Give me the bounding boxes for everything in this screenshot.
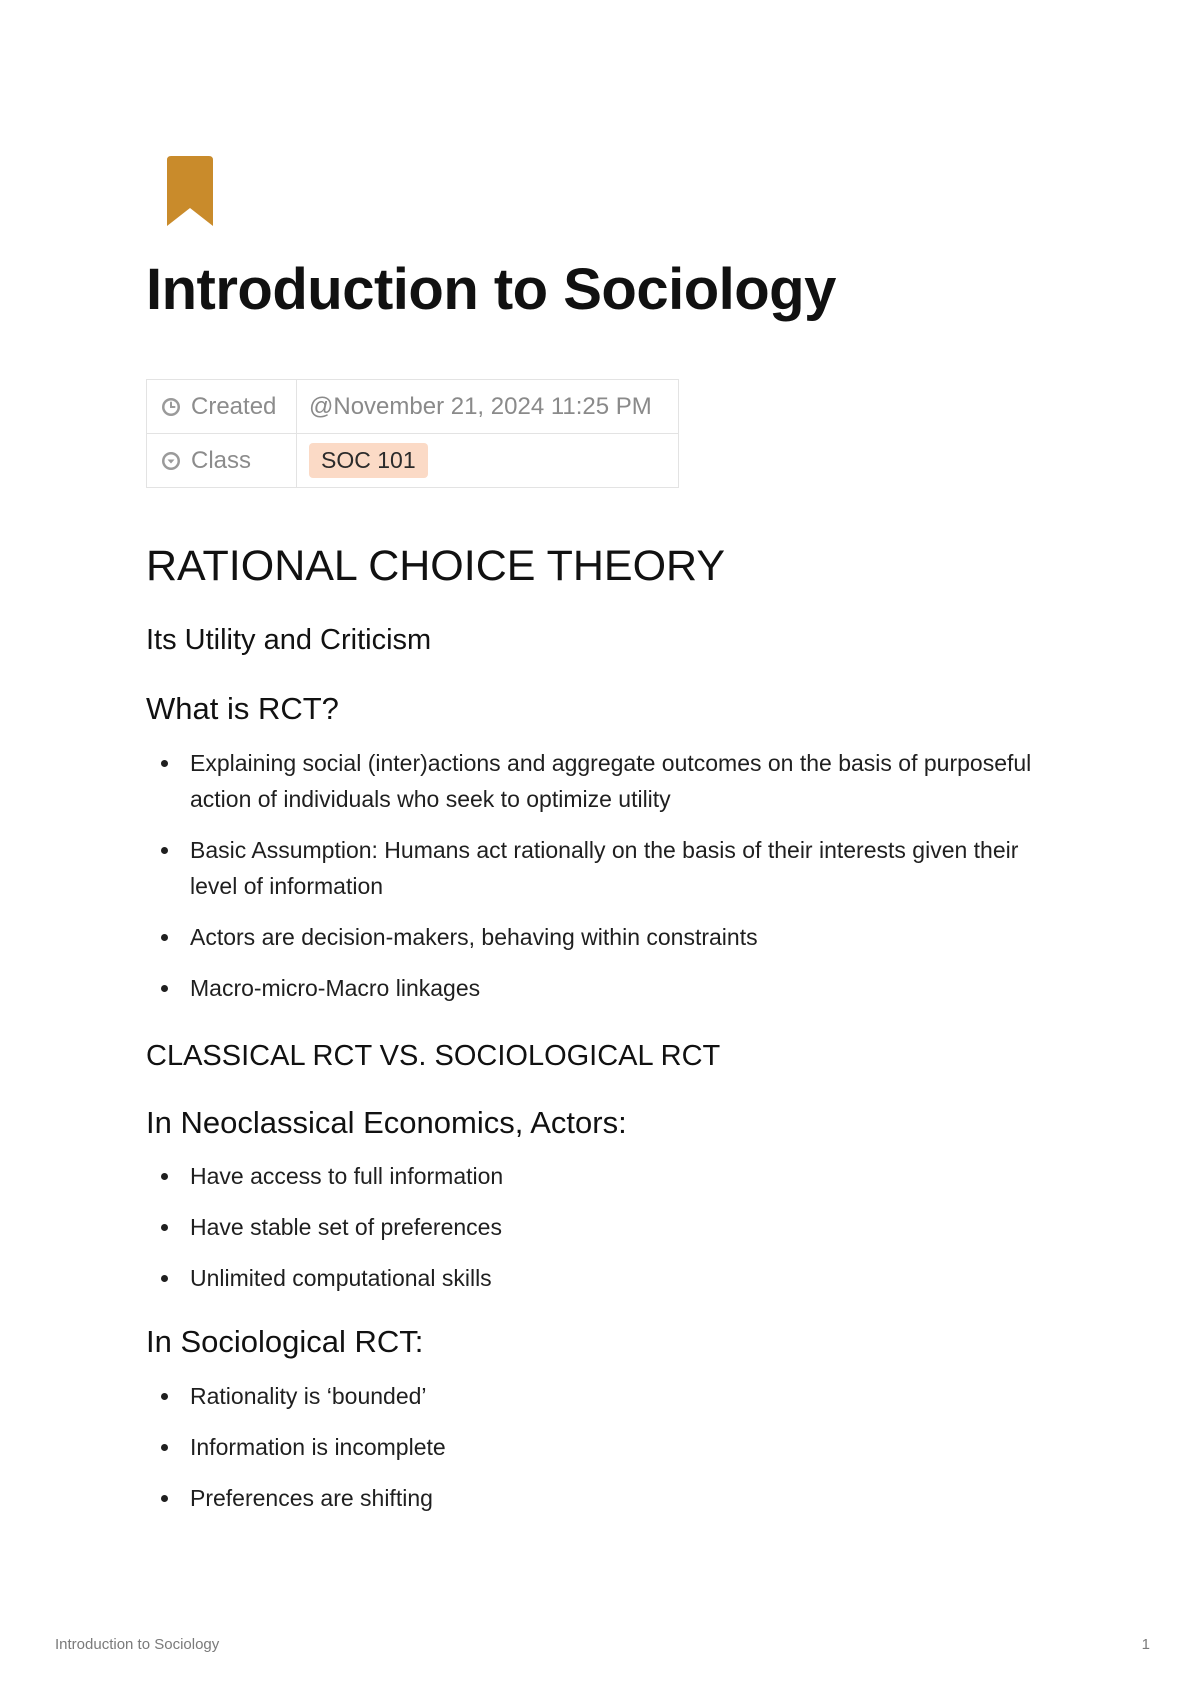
list-item bbox=[146, 832, 1046, 904]
list-item-text: Unlimited computational skills bbox=[190, 1265, 492, 1291]
list-item bbox=[146, 1480, 1046, 1516]
sociological-list bbox=[146, 1378, 1046, 1531]
property-key-created bbox=[147, 380, 297, 434]
bullet-dot bbox=[161, 1444, 168, 1451]
what-is-rct-list bbox=[146, 745, 1046, 1021]
list-item bbox=[146, 970, 1046, 1006]
page-number: 1 bbox=[1141, 1636, 1150, 1653]
subheading-utility-criticism: Its Utility and Criticism bbox=[146, 624, 432, 656]
property-key-class bbox=[147, 434, 297, 488]
list-item-text: Explaining social (inter)actions and aggregate outcomes on the basis of purposeful action of individuals who seek to optimize utility bbox=[190, 750, 1032, 812]
list-item-text: Have stable set of preferences bbox=[190, 1214, 502, 1240]
bullet-dot bbox=[161, 1393, 168, 1400]
list-item-text: Information is incomplete bbox=[190, 1434, 446, 1460]
heading-neoclassical-economics: In Neoclassical Economics, Actors: bbox=[146, 1105, 627, 1140]
class-tag[interactable]: SOC 101 bbox=[309, 443, 428, 478]
bullet-dot bbox=[161, 1275, 168, 1282]
clock-icon bbox=[161, 397, 181, 417]
bullet-dot bbox=[161, 1495, 168, 1502]
neoclassical-list bbox=[146, 1158, 1046, 1311]
list-item bbox=[146, 745, 1046, 817]
heading-sociological-rct: In Sociological RCT: bbox=[146, 1324, 424, 1359]
list-item-text: Macro-micro-Macro linkages bbox=[190, 975, 481, 1001]
list-item-text: Have access to full information bbox=[190, 1163, 504, 1189]
created-date-value[interactable]: @November 21, 2024 11:25 PM bbox=[297, 380, 679, 434]
list-item bbox=[146, 1209, 1046, 1245]
property-key-label: Class bbox=[191, 446, 252, 474]
properties-table bbox=[146, 379, 679, 488]
bullet-dot bbox=[161, 1173, 168, 1180]
footer-title: Introduction to Sociology bbox=[55, 1636, 220, 1653]
property-key-label: Created bbox=[191, 392, 277, 420]
list-item bbox=[146, 1158, 1046, 1194]
page-title: Introduction to Sociology bbox=[146, 257, 836, 322]
property-row-class bbox=[147, 434, 679, 488]
select-icon bbox=[161, 451, 181, 471]
heading-rational-choice-theory: RATIONAL CHOICE THEORY bbox=[146, 542, 726, 590]
list-item bbox=[146, 1429, 1046, 1465]
bullet-dot bbox=[161, 1224, 168, 1231]
bullet-dot bbox=[161, 847, 168, 854]
list-item-text: Basic Assumption: Humans act rationally on the basis of their interests given their level of information bbox=[190, 837, 1019, 899]
heading-what-is-rct: What is RCT? bbox=[146, 691, 339, 726]
bullet-dot bbox=[161, 985, 168, 992]
list-item bbox=[146, 1378, 1046, 1414]
bullet-dot bbox=[161, 760, 168, 767]
list-item bbox=[146, 1260, 1046, 1296]
bookmark-icon bbox=[167, 156, 213, 226]
list-item-text: Preferences are shifting bbox=[190, 1485, 433, 1511]
class-value[interactable] bbox=[297, 434, 679, 488]
property-row-created bbox=[147, 380, 679, 434]
bullet-dot bbox=[161, 934, 168, 941]
list-item-text: Actors are decision-makers, behaving within constraints bbox=[190, 924, 758, 950]
heading-classical-vs-sociological: CLASSICAL RCT VS. SOCIOLOGICAL RCT bbox=[146, 1040, 721, 1072]
list-item-text: Rationality is ‘bounded’ bbox=[190, 1383, 427, 1409]
list-item bbox=[146, 919, 1046, 955]
